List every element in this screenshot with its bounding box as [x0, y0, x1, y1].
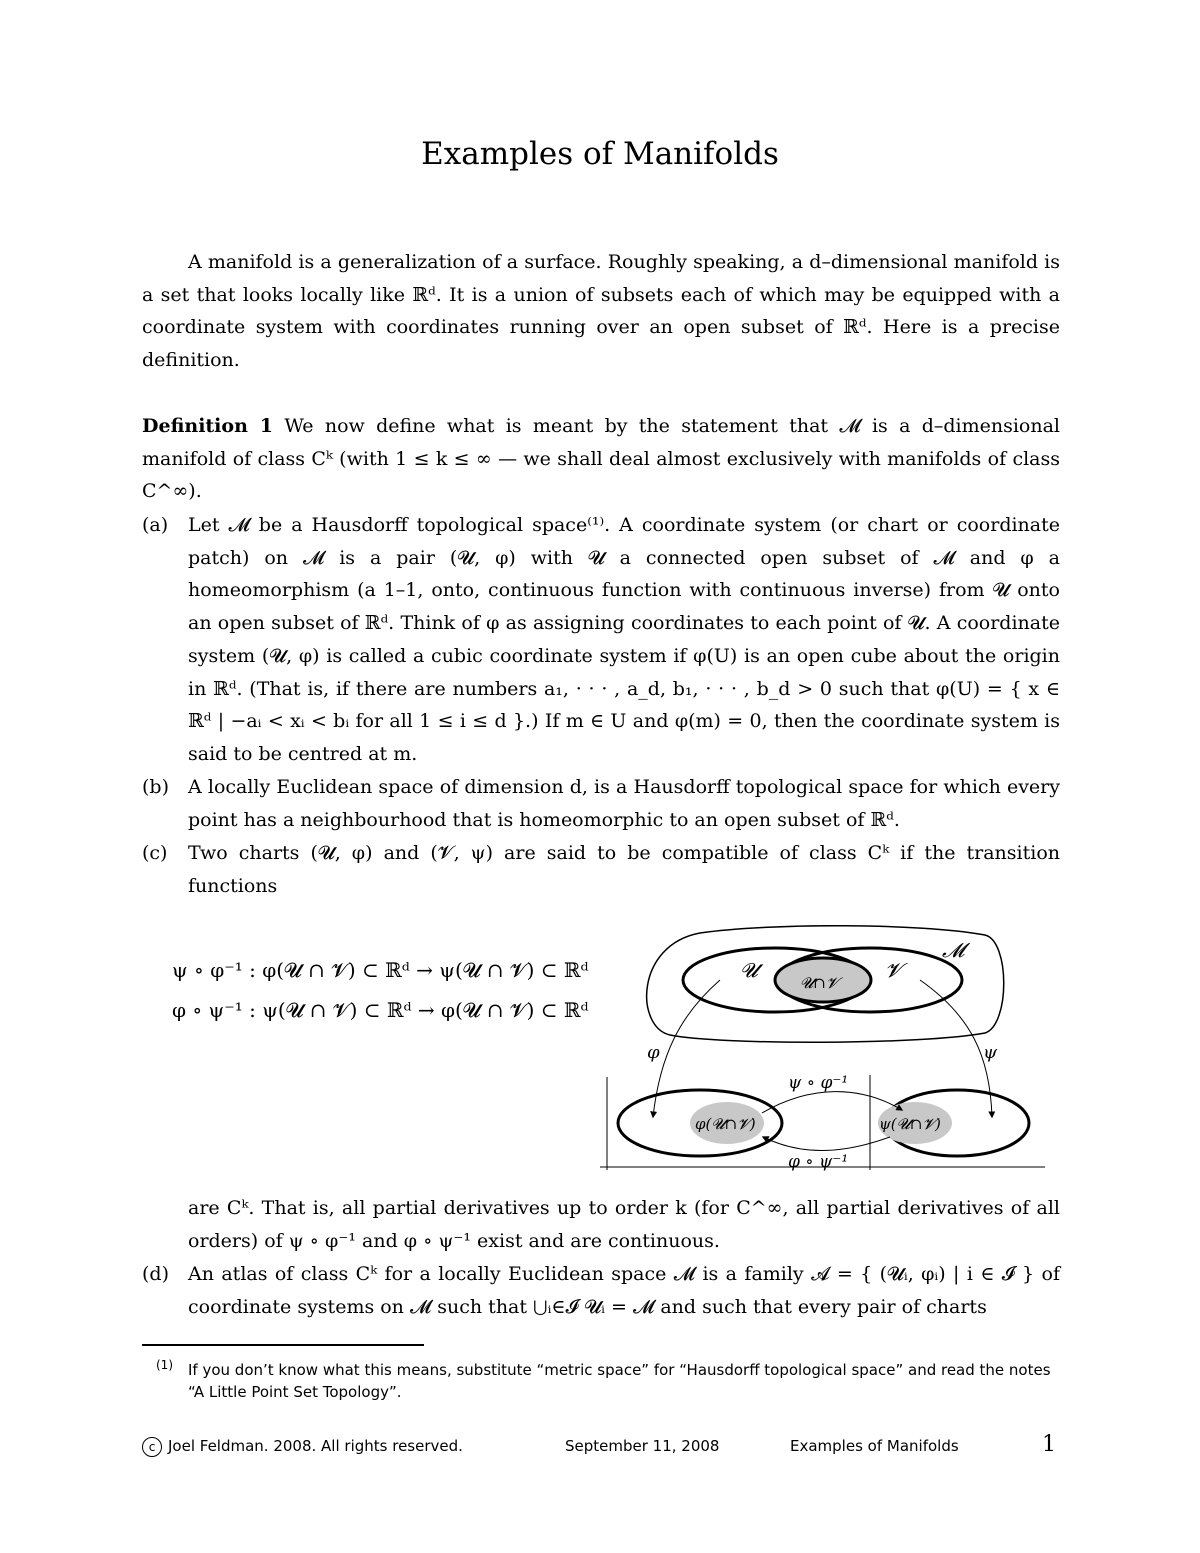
item-a-text: Let 𝓜 be a Hausdorff topological space⁽¹⁾. A coordinate system (or chart or coordinate patch) on 𝓜 is a pair (𝓤, φ) with 𝓤 a connected open subset of 𝓜 and φ a homeomorphism (a 1–1, onto, continuous function with continuous inverse) from 𝓤 onto an open subset of ℝᵈ. Think of φ as assigning coordinates to each point of 𝓤. A coordinate system (𝓤, φ) is called a cubic coordinate system if φ(U) is an open cube about the origin in ℝᵈ. (That is, if there are numbers a₁, · · · , a_d, b₁, · · · , b_d > 0 such that φ(U) = { x ∈ ℝᵈ | −aᵢ < xᵢ < bᵢ for all 1 ≤ i ≤ d }.) If m ∈ U and φ(m) = 0, then the coordinate system is said to be centred at m.: [188, 514, 1060, 765]
item-c-text: Two charts (𝓤, φ) and (𝓥, ψ) are said to be compatible of class Cᵏ if the transition functions: [188, 842, 1060, 897]
item-d-text: An atlas of class Cᵏ for a locally Euclidean space 𝓜 is a family 𝓐 = { (𝓤ᵢ, φᵢ) | i ∈ 𝓘 } of coordinate systems on 𝓜 such that ⋃ᵢ∈𝓘 𝓤ᵢ = 𝓜 and such that every pair of charts: [188, 1263, 1060, 1318]
footer-copyright: [142, 1437, 463, 1457]
phipsi-label: φ ∘ ψ⁻¹: [788, 1152, 849, 1172]
item-b-label: (b): [142, 776, 169, 798]
psi-image-label: ψ(𝓤∩𝓥): [879, 1115, 941, 1133]
phi-image-label: φ(𝓤∩𝓥): [695, 1115, 756, 1133]
item-c-continuation: are Cᵏ. That is, all partial derivatives up to order k (for C^∞, all partial derivatives of all orders) of ψ ∘ φ⁻¹ and φ ∘ ψ⁻¹ exist and are continuous.: [188, 1197, 1060, 1252]
definition-text: We now define what is meant by the statement that 𝓜 is a d–dimensional manifold of class Cᵏ (with 1 ≤ k ≤ ∞ — we shall deal almost exclusively with manifolds of class C^∞).: [142, 415, 1061, 503]
psiphi-arrow: [762, 1092, 902, 1113]
phi-label: φ: [647, 1042, 660, 1063]
phipsi-arrow: [763, 1137, 890, 1151]
manifold-chart-diagram: [590, 925, 1060, 1175]
u-label: 𝓤: [740, 958, 758, 982]
phi-arrow: [653, 980, 720, 1117]
intersection-label: 𝓤∩𝓥: [800, 974, 839, 992]
psiphi-label: ψ ∘ φ⁻¹: [788, 1073, 849, 1093]
page-number: 1: [1042, 1432, 1056, 1457]
item-b-text: A locally Euclidean space of dimension d, is a Hausdorff topological space for which every point has a neighbourhood that is homeomorphic to an open subset of ℝᵈ.: [188, 776, 1060, 831]
item-c-label: (c): [142, 842, 168, 864]
transition-formula-2: φ ∘ ψ⁻¹ : ψ(𝓤 ∩ 𝓥) ⊂ ℝᵈ → φ(𝓤 ∩ 𝓥) ⊂ ℝᵈ: [172, 998, 589, 1022]
manifold-label: 𝓜: [942, 938, 965, 962]
page-title: Examples of Manifolds: [421, 136, 779, 172]
item-d-label: (d): [142, 1263, 169, 1285]
item-a-label: (a): [142, 514, 169, 536]
psi-label: ψ: [983, 1042, 998, 1063]
footnote-rule: [142, 1344, 424, 1346]
definition-paragraph: [142, 410, 1060, 508]
transition-formula-1: ψ ∘ φ⁻¹ : φ(𝓤 ∩ 𝓥) ⊂ ℝᵈ → ψ(𝓤 ∩ 𝓥) ⊂ ℝᵈ: [172, 958, 589, 982]
footer-date: September 11, 2008: [565, 1437, 720, 1455]
footnote-mark: (1): [156, 1358, 173, 1372]
footnote-text: If you don’t know what this means, substitute “metric space” for “Hausdorff topological space” and read the notes “A Little Point Set Topology”.: [188, 1361, 1051, 1401]
footer-copyright-text: Joel Feldman. 2008. All rights reserved.: [168, 1437, 463, 1455]
intro-paragraph: A manifold is a generalization of a surface. Roughly speaking, a d–dimensional manifold is a set that looks locally like ℝᵈ. It is a union of subsets each of which may be equipped with a coordinate system with coordinates running over an open subset of ℝᵈ. Here is a precise definition.: [142, 251, 1060, 372]
definition-label: Definition 1: [142, 415, 273, 437]
v-label: 𝓥: [885, 958, 902, 982]
psi-arrow: [920, 980, 992, 1117]
copyright-icon: c: [142, 1437, 162, 1457]
footer-doc-title: Examples of Manifolds: [790, 1437, 959, 1455]
